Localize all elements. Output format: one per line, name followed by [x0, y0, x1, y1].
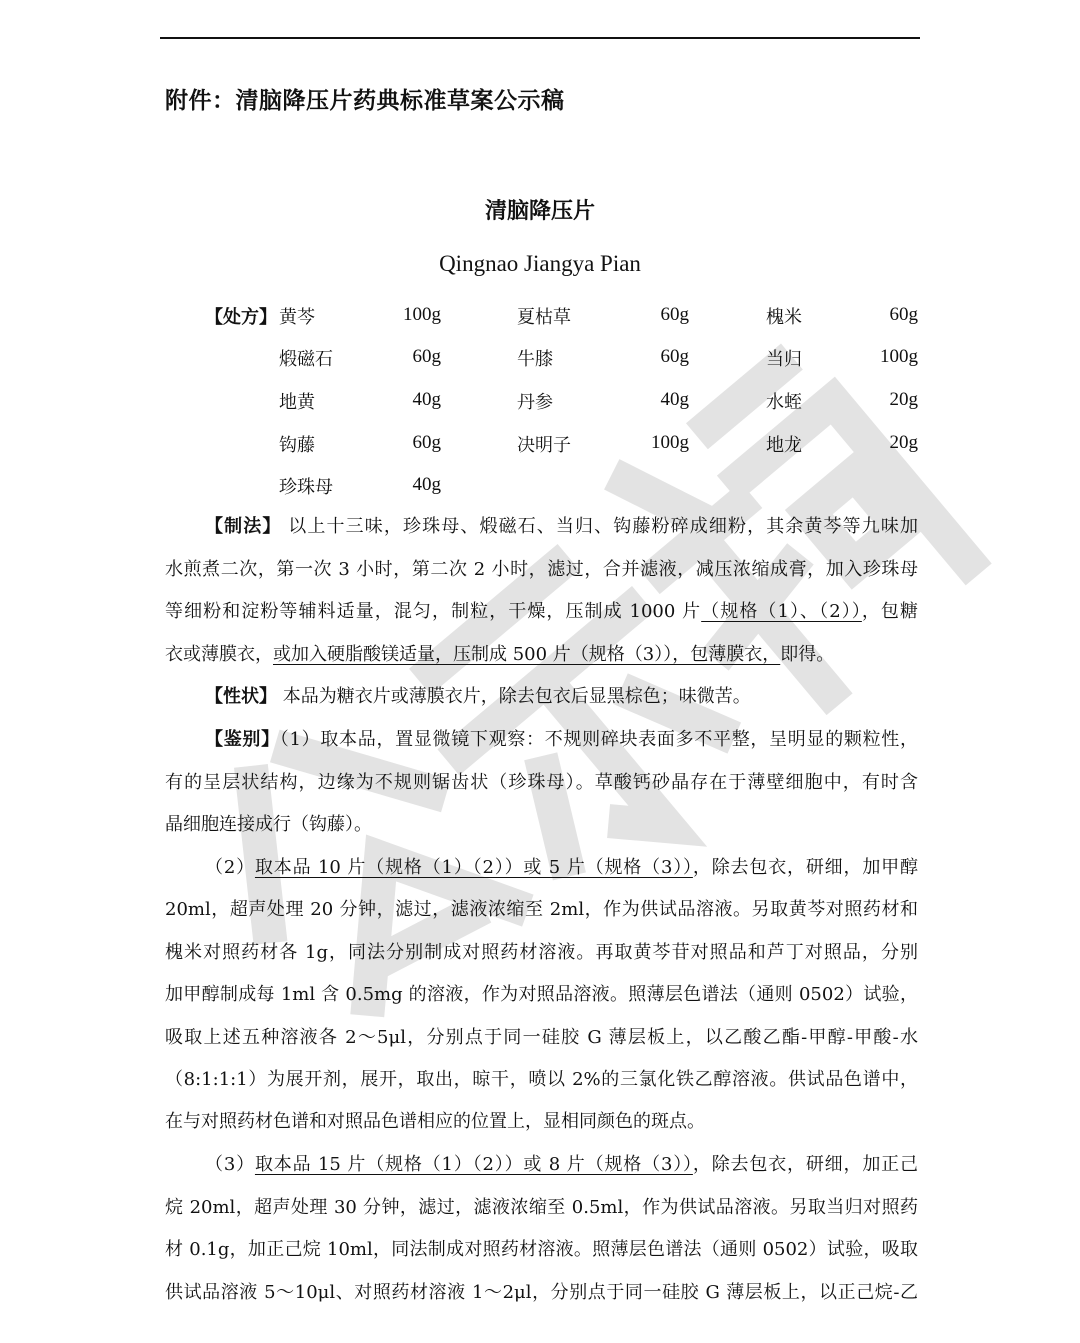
- text-line: [165, 1025, 918, 1051]
- text-segment: ，除去包衣，研细，加正己: [692, 1154, 918, 1175]
- text-line: [165, 642, 918, 668]
- section-label: 【鉴别】: [205, 729, 280, 750]
- text-line: [165, 812, 918, 838]
- text-line: [165, 940, 918, 966]
- text-line: [205, 1152, 918, 1178]
- herb-amount: 100g: [403, 304, 441, 325]
- text-segment: ，除去包衣，研细，加甲醇: [692, 857, 918, 878]
- text-segment: 加甲醇制成每 1ml 含 0.5mg 的溶液，作为对照品溶液。照薄层色谱法（通则 0502）试验，: [165, 984, 918, 1005]
- prescription-label: 【处方】: [205, 307, 277, 328]
- section-label: 【制法】: [205, 516, 282, 537]
- herb-name: 决明子: [517, 435, 571, 456]
- text-line: [165, 599, 918, 625]
- text-line: [165, 770, 918, 796]
- herb-amount: 20g: [889, 389, 918, 410]
- text-segment: （1）取本品，置显微镜下观察：不规则碎块表面多不平整，呈明显的颗粒性，: [279, 729, 918, 750]
- text-segment: 材 0.1g，加正己烷 10ml，同法制成对照药材溶液。照薄层色谱法（通则 0502）试验，吸取: [165, 1239, 918, 1260]
- text-segment: 本品为糖衣片或薄膜衣片，除去包衣后显黑棕色；味微苦。: [277, 686, 751, 707]
- text-line: [165, 982, 918, 1008]
- underlined-text: 或加入硬脂酸镁适量，压制成 500 片（规格（3）），包薄膜衣，: [273, 644, 781, 665]
- text-segment: （3）: [205, 1154, 255, 1175]
- herb-name: 牛膝: [517, 349, 553, 370]
- herb-amount: 100g: [651, 432, 689, 453]
- underlined-text: （规格（1）、（2））: [701, 601, 862, 622]
- herb-name: 黄芩: [279, 307, 315, 328]
- herb-name: 夏枯草: [517, 307, 571, 328]
- document-pinyin-title: Qingnao Jiangya Pian: [439, 251, 641, 276]
- underlined-text: 取本品 15 片（规格（1）（2））或 8 片（规格（3））: [254, 1154, 693, 1175]
- herb-name: 丹参: [517, 392, 553, 413]
- underlined-text: 取本品 10 片（规格（1）（2））或 5 片（规格（3））: [254, 857, 693, 878]
- text-line: [165, 557, 918, 583]
- herb-name: 当归: [766, 349, 802, 370]
- herb-amount: 40g: [412, 474, 441, 495]
- text-segment: （8:1:1:1）为展开剂，展开，取出，晾干，喷以 2%的三氯化铁乙醇溶液。供试品色谱中，: [165, 1069, 918, 1090]
- document-title: 清脑降压片: [484, 199, 595, 224]
- text-segment: 有的呈层状结构，边缘为不规则锯齿状（珍珠母）。草酸钙砂晶存在于薄壁细胞中，有时含: [165, 772, 918, 793]
- herb-amount: 20g: [889, 432, 918, 453]
- text-segment: 在与对照药材色谱和对照品色谱相应的位置上，显相同颜色的斑点。: [165, 1111, 705, 1132]
- text-segment: 槐米对照药材各 1g，同法分别制成对照药材溶液。再取黄芩苷对照品和芦丁对照品，分别: [165, 942, 918, 963]
- herb-name: 煅磁石: [279, 349, 333, 370]
- herb-name: 珍珠母: [279, 477, 333, 498]
- text-segment: 衣或薄膜衣，: [165, 644, 273, 665]
- text-segment: 吸取上述五种溶液各 2～5μl，分别点于同一硅胶 G 薄层板上，以乙酸乙酯-甲醇-甲酸-水: [165, 1027, 918, 1048]
- herb-name: 地黄: [279, 392, 315, 413]
- text-line: [165, 1195, 918, 1221]
- herb-name: 钩藤: [279, 435, 315, 456]
- herb-amount: 40g: [412, 389, 441, 410]
- herb-name: 槐米: [766, 307, 802, 328]
- text-line: [165, 1237, 918, 1263]
- text-segment: 水煎煮二次，第一次 3 小时，第二次 2 小时，滤过，合并滤液，减压浓缩成膏，加入珍珠母: [165, 559, 918, 580]
- text-line: [165, 1067, 918, 1093]
- text-segment: 烷 20ml，超声处理 30 分钟，滤过，滤液浓缩至 0.5ml，作为供试品溶液。另取当归对照药: [165, 1197, 918, 1218]
- herb-amount: 60g: [412, 346, 441, 367]
- herb-amount: 60g: [889, 304, 918, 325]
- herb-amount: 40g: [660, 389, 689, 410]
- text-segment: ，包糖: [861, 601, 919, 622]
- text-line: [165, 1109, 918, 1135]
- herb-amount: 60g: [412, 432, 441, 453]
- text-line: [205, 514, 918, 540]
- text-segment: 供试品溶液 5～10μl、对照药材溶液 1～2μl，分别点于同一硅胶 G 薄层板上，以正己烷-乙: [165, 1282, 918, 1303]
- herb-amount: 60g: [660, 346, 689, 367]
- text-segment: 即得。: [780, 644, 835, 665]
- text-segment: （2）: [205, 857, 255, 878]
- text-segment: 晶细胞连接成行（钩藤）。: [165, 814, 372, 835]
- attachment-title: 附件：清脑降压片药典标准草案公示稿: [165, 88, 565, 114]
- herb-amount: 100g: [880, 346, 918, 367]
- text-line: [205, 727, 918, 753]
- herb-name: 水蛭: [766, 392, 802, 413]
- text-segment: 等细粉和淀粉等辅料适量，混匀，制粒，干燥，压制成 1000 片: [165, 601, 702, 622]
- section-label: 【性状】: [205, 686, 277, 707]
- herb-name: 地龙: [766, 435, 802, 456]
- herb-amount: 60g: [660, 304, 689, 325]
- text-line: [205, 855, 918, 881]
- header-rule: [160, 37, 920, 39]
- text-segment: 20ml，超声处理 20 分钟，滤过，滤液浓缩至 2ml，作为供试品溶液。另取黄芩对照药材和: [165, 899, 918, 920]
- text-line: [165, 1280, 918, 1306]
- text-segment: 以上十三味，珍珠母、煅磁石、当归、钩藤粉碎成细粉，其余黄芩等九味加: [281, 516, 919, 537]
- text-line: [205, 684, 918, 710]
- text-line: [165, 897, 918, 923]
